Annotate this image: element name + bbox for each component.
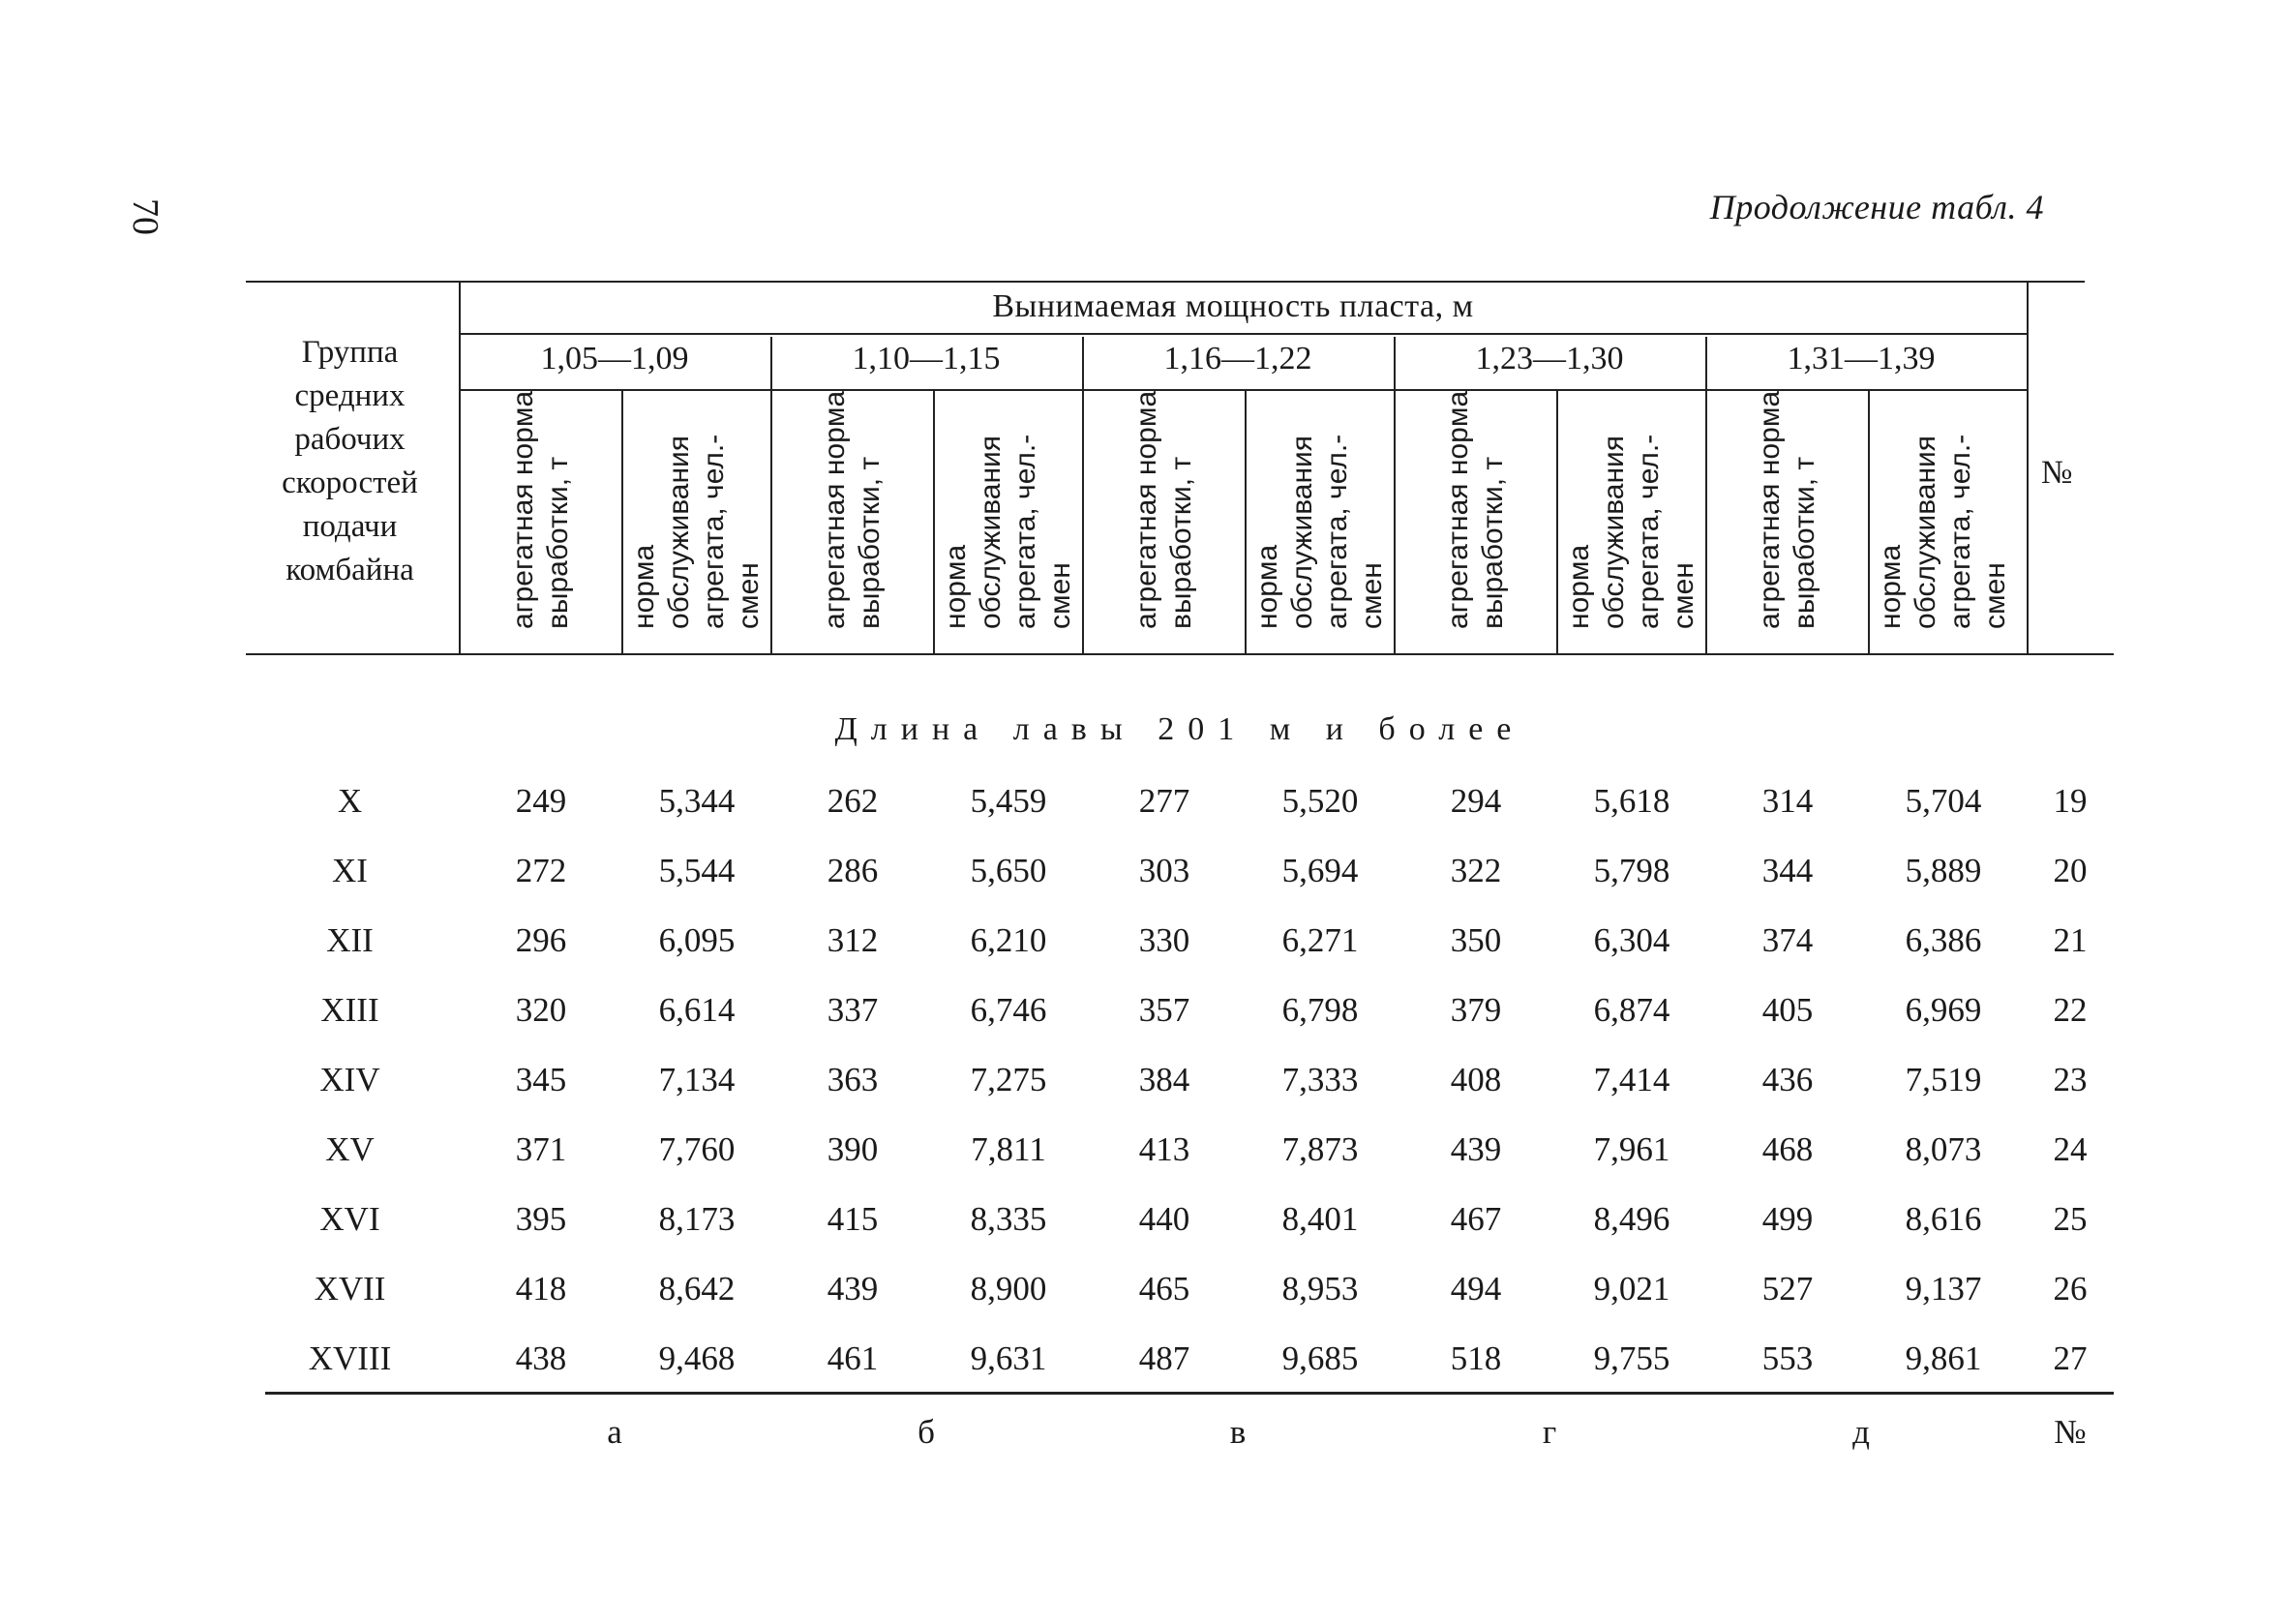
crew-cell: 5,459	[970, 782, 1047, 820]
crew-cell: 7,134	[658, 1061, 736, 1098]
group-cell: X	[337, 782, 363, 820]
subheader-crew: норма обслуживания агрегата, чел.-смен	[940, 434, 1076, 629]
section-title: Длина лавы 201 м и более	[834, 711, 1525, 747]
crew-cell: 9,631	[970, 1339, 1047, 1377]
range-header: 1,31—1,39	[1787, 341, 1936, 376]
output-cell: 415	[827, 1200, 879, 1238]
crew-cell: 6,304	[1593, 921, 1670, 959]
output-cell: 314	[1761, 782, 1814, 820]
subheader-crew: норма обслуживания агрегата, чел.-смен	[1251, 434, 1388, 629]
crew-cell: 9,755	[1593, 1339, 1670, 1377]
output-cell: 436	[1761, 1061, 1814, 1098]
footer-letter: №	[2054, 1413, 2087, 1451]
crew-cell: 7,811	[971, 1130, 1046, 1168]
output-cell: 499	[1761, 1200, 1814, 1238]
output-cell: 330	[1138, 921, 1190, 959]
output-cell: 320	[515, 991, 567, 1029]
group-cell: XVIII	[308, 1339, 392, 1377]
crew-cell: 5,344	[658, 782, 736, 820]
output-cell: 379	[1450, 991, 1502, 1029]
table-row	[246, 1330, 2114, 1388]
table-row	[246, 1190, 2114, 1248]
number-header: №	[2041, 455, 2073, 491]
footer-letter: в	[1229, 1413, 1247, 1451]
output-cell: 494	[1450, 1270, 1502, 1308]
output-cell: 277	[1138, 782, 1190, 820]
crew-cell: 9,685	[1281, 1339, 1359, 1377]
output-cell: 465	[1138, 1270, 1190, 1308]
crew-cell: 6,271	[1281, 921, 1359, 959]
crew-cell: 7,961	[1593, 1130, 1670, 1168]
crew-cell: 8,953	[1281, 1270, 1359, 1308]
output-cell: 527	[1761, 1270, 1814, 1308]
crew-cell: 6,386	[1905, 921, 1982, 959]
crew-cell: 9,021	[1593, 1270, 1670, 1308]
crew-cell: 8,642	[658, 1270, 736, 1308]
output-cell: 350	[1450, 921, 1502, 959]
header-rule	[246, 653, 2114, 655]
group-cell: XIII	[320, 991, 379, 1029]
crew-cell: 7,333	[1281, 1061, 1359, 1098]
footer-letter: г	[1542, 1413, 1557, 1451]
range-header: 1,23—1,30	[1475, 341, 1624, 376]
crew-cell: 8,401	[1281, 1200, 1359, 1238]
output-cell: 439	[827, 1270, 879, 1308]
group-cell: XIV	[319, 1061, 380, 1098]
crew-cell: 5,544	[658, 852, 736, 889]
output-cell: 553	[1761, 1339, 1814, 1377]
group-cell: XVII	[314, 1270, 386, 1308]
table-row	[246, 772, 2114, 830]
output-cell: 518	[1450, 1339, 1502, 1377]
output-cell: 294	[1450, 782, 1502, 820]
data-table	[246, 281, 2114, 1451]
subheader-crew: норма обслуживания агрегата, чел.-смен	[1875, 434, 2011, 629]
crew-cell: 9,861	[1905, 1339, 1982, 1377]
crew-cell: 7,275	[970, 1061, 1047, 1098]
output-cell: 467	[1450, 1200, 1502, 1238]
number-cell: 21	[2053, 921, 2088, 959]
number-cell: 19	[2053, 782, 2088, 820]
row-header: Группа средних рабочих скоростей подачи комбайна	[282, 335, 418, 587]
crew-cell: 6,614	[658, 991, 736, 1029]
crew-cell: 6,210	[970, 921, 1047, 959]
crew-cell: 8,900	[970, 1270, 1047, 1308]
subheader-output: агрегатная норма выработки, т	[507, 390, 574, 629]
span-rule	[459, 333, 2027, 335]
output-cell: 249	[515, 782, 567, 820]
group-cell: XII	[326, 921, 374, 959]
crew-cell: 7,519	[1905, 1061, 1982, 1098]
group-cell: XVI	[319, 1200, 380, 1238]
crew-cell: 8,073	[1905, 1130, 1982, 1168]
output-cell: 408	[1450, 1061, 1502, 1098]
crew-cell: 7,873	[1281, 1130, 1359, 1168]
divider	[2027, 281, 2029, 653]
group-cell: XV	[325, 1130, 375, 1168]
table-row	[246, 1260, 2114, 1318]
number-cell: 23	[2053, 1061, 2088, 1098]
output-cell: 487	[1138, 1339, 1190, 1377]
subheader-output: агрегатная норма выработки, т	[1754, 390, 1820, 629]
range-header: 1,16—1,22	[1163, 341, 1312, 376]
subheader-crew: норма обслуживания агрегата, чел.-смен	[628, 434, 765, 629]
output-cell: 296	[515, 921, 567, 959]
output-cell: 395	[515, 1200, 567, 1238]
crew-cell: 9,468	[658, 1339, 736, 1377]
range-header: 1,05—1,09	[540, 341, 689, 376]
crew-cell: 5,704	[1905, 782, 1982, 820]
output-cell: 374	[1761, 921, 1814, 959]
crew-cell: 5,798	[1593, 852, 1670, 889]
footer-letter: б	[917, 1413, 935, 1451]
crew-cell: 8,335	[970, 1200, 1047, 1238]
crew-cell: 6,095	[658, 921, 736, 959]
output-cell: 418	[515, 1270, 567, 1308]
table-row	[246, 842, 2114, 900]
table-row	[246, 981, 2114, 1039]
output-cell: 345	[515, 1061, 567, 1098]
output-cell: 262	[827, 782, 879, 820]
output-cell: 363	[827, 1061, 879, 1098]
output-cell: 371	[515, 1130, 567, 1168]
crew-cell: 5,889	[1905, 852, 1982, 889]
top-rule	[246, 281, 2085, 283]
output-cell: 440	[1138, 1200, 1190, 1238]
output-cell: 390	[827, 1130, 879, 1168]
table-row	[246, 912, 2114, 970]
number-cell: 27	[2053, 1339, 2088, 1377]
subheader-output: агрегатная норма выработки, т	[819, 390, 886, 629]
crew-cell: 6,798	[1281, 991, 1359, 1029]
crew-cell: 9,137	[1905, 1270, 1982, 1308]
crew-cell: 5,520	[1281, 782, 1359, 820]
number-cell: 24	[2053, 1130, 2088, 1168]
output-cell: 337	[827, 991, 879, 1029]
output-cell: 413	[1138, 1130, 1190, 1168]
footer-letter: д	[1852, 1413, 1870, 1451]
table-row	[246, 1051, 2114, 1109]
output-cell: 405	[1761, 991, 1814, 1029]
output-cell: 461	[827, 1339, 879, 1377]
crew-cell: 5,694	[1281, 852, 1359, 889]
range-header: 1,10—1,15	[852, 341, 1001, 376]
number-cell: 25	[2053, 1200, 2088, 1238]
crew-cell: 6,746	[970, 991, 1047, 1029]
crew-cell: 7,760	[658, 1130, 736, 1168]
continuation-caption: Продолжение табл. 4	[1709, 188, 2044, 226]
crew-cell: 6,969	[1905, 991, 1982, 1029]
number-cell: 26	[2053, 1270, 2088, 1308]
crew-cell: 6,874	[1593, 991, 1670, 1029]
output-cell: 312	[827, 921, 879, 959]
crew-cell: 7,414	[1593, 1061, 1670, 1098]
output-cell: 438	[515, 1339, 567, 1377]
footer-letter: а	[607, 1413, 622, 1451]
bottom-rule	[265, 1392, 2114, 1395]
number-cell: 20	[2053, 852, 2088, 889]
output-cell: 357	[1138, 991, 1190, 1029]
number-cell: 22	[2053, 991, 2088, 1029]
output-cell: 468	[1761, 1130, 1814, 1168]
subheader-output: агрегатная норма выработки, т	[1130, 390, 1197, 629]
crew-cell: 8,173	[658, 1200, 736, 1238]
crew-cell: 5,618	[1593, 782, 1670, 820]
output-cell: 303	[1138, 852, 1190, 889]
subheader-crew: норма обслуживания агрегата, чел.-смен	[1563, 434, 1699, 629]
output-cell: 344	[1761, 852, 1814, 889]
crew-cell: 5,650	[970, 852, 1047, 889]
subheader-output: агрегатная норма выработки, т	[1442, 390, 1509, 629]
table-row	[246, 1121, 2114, 1179]
span-header: Вынимаемая мощность пласта, м	[992, 288, 1474, 324]
output-cell: 384	[1138, 1061, 1190, 1098]
group-cell: XI	[332, 852, 368, 889]
output-cell: 272	[515, 852, 567, 889]
crew-cell: 8,616	[1905, 1200, 1982, 1238]
output-cell: 439	[1450, 1130, 1502, 1168]
page-number: 70	[125, 198, 165, 235]
output-cell: 322	[1450, 852, 1502, 889]
output-cell: 286	[827, 852, 879, 889]
crew-cell: 8,496	[1593, 1200, 1670, 1238]
